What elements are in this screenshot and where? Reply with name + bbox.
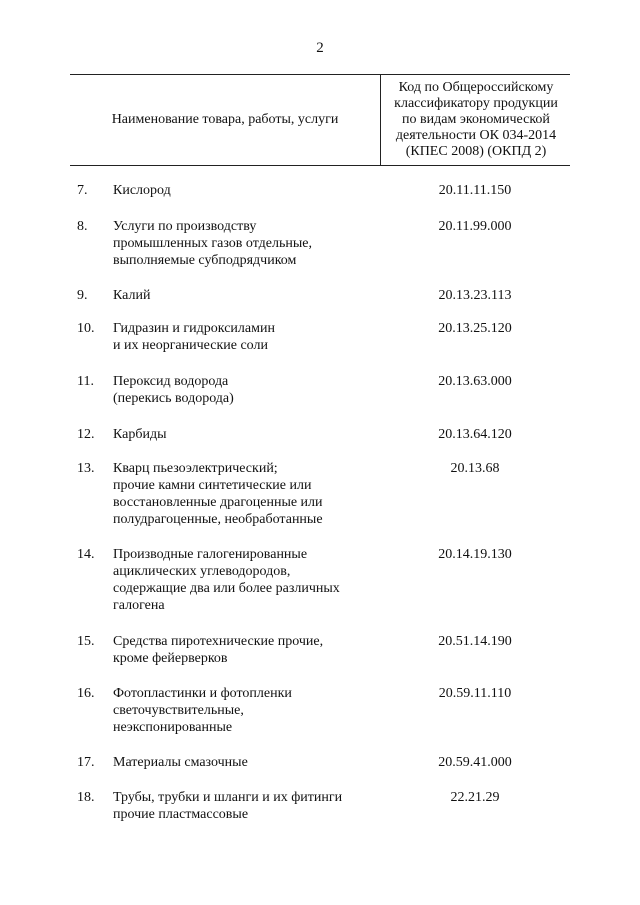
row-name-line: Гидразин и гидроксиламин — [113, 321, 275, 336]
row-code: 22.21.29 — [450, 790, 500, 805]
row-number: 17. — [77, 755, 95, 770]
row-name-line: полудрагоценные, необработанные — [113, 512, 323, 527]
row-name — [113, 287, 403, 304]
row-name-line: Фотопластинки и фотопленки — [113, 686, 292, 701]
header-code-line: деятельности ОК 034-2014 — [395, 128, 557, 143]
row-number: 16. — [77, 686, 95, 701]
row-number: 10. — [77, 321, 95, 336]
row-name-line: Трубы, трубки и шланги и их фитинги — [113, 790, 343, 805]
row-name-line: содержащие два или более различных — [113, 581, 340, 596]
row-name-line: неэкспонированные — [113, 720, 233, 735]
row-number: 9. — [77, 288, 88, 303]
row-name — [113, 789, 403, 823]
row-name — [113, 426, 403, 443]
row-name — [113, 320, 403, 354]
row-name — [113, 218, 403, 269]
table-header — [70, 74, 570, 166]
row-name-line: выполняемые субподрядчиком — [113, 253, 297, 268]
row-name-line: восстановленные драгоценные или — [113, 495, 323, 510]
row-name-line: Средства пиротехнические прочие, — [113, 634, 324, 649]
header-code-line: классификатору продукции — [394, 96, 558, 111]
row-name-line: промышленных газов отдельные, — [113, 236, 312, 251]
row-name — [113, 633, 403, 667]
row-code: 20.51.14.190 — [438, 634, 512, 649]
row-code: 20.13.64.120 — [438, 427, 512, 442]
row-number: 12. — [77, 427, 95, 442]
row-code: 20.11.99.000 — [438, 219, 512, 234]
row-name-line: Услуги по производству — [113, 219, 257, 234]
row-name-line: Кварц пьезоэлектрический; — [113, 461, 278, 476]
row-name-line: прочие пластмассовые — [113, 807, 249, 822]
row-name-line: Производные галогенированные — [113, 547, 308, 562]
row-code: 20.14.19.130 — [438, 547, 512, 562]
row-number: 13. — [77, 461, 95, 476]
row-code: 20.13.68 — [450, 461, 500, 476]
row-code: 20.13.25.120 — [438, 321, 512, 336]
row-code: 20.13.63.000 — [438, 374, 512, 389]
row-name — [113, 373, 403, 407]
row-name — [113, 685, 403, 736]
row-name-line: светочувствительные, — [113, 703, 244, 718]
row-name-line: прочие камни синтетические или — [113, 478, 312, 493]
header-name-column: Наименование товара, работы, услуги — [111, 112, 339, 127]
row-name-line: и их неорганические соли — [113, 338, 268, 353]
header-code-line: (КПЕС 2008) (ОКПД 2) — [405, 144, 547, 159]
row-name — [113, 546, 403, 614]
row-name — [113, 754, 403, 771]
page-number: 2 — [316, 40, 324, 56]
header-code-column — [380, 75, 571, 165]
row-number: 11. — [77, 374, 94, 389]
header-code-line: Код по Общероссийскому — [398, 80, 554, 95]
row-name — [113, 182, 403, 199]
row-number: 18. — [77, 790, 95, 805]
row-code: 20.11.11.150 — [438, 183, 512, 198]
row-number: 15. — [77, 634, 95, 649]
row-name-line: галогена — [113, 598, 165, 613]
row-name-line: Пероксид водорода — [113, 374, 229, 389]
row-name-line: кроме фейерверков — [113, 651, 228, 666]
row-name-line: ациклических углеводородов, — [113, 564, 291, 579]
row-name-line: Карбиды — [113, 427, 167, 442]
row-code: 20.59.41.000 — [438, 755, 512, 770]
row-name — [113, 460, 403, 528]
row-number: 7. — [77, 183, 88, 198]
row-name-line: Материалы смазочные — [113, 755, 248, 770]
row-number: 8. — [77, 219, 88, 234]
row-name-line: Кислород — [113, 183, 171, 198]
row-name-line: Калий — [113, 288, 151, 303]
row-number: 14. — [77, 547, 95, 562]
row-code: 20.13.23.113 — [438, 288, 512, 303]
row-name-line: (перекись водорода) — [113, 391, 234, 406]
header-code-line: по видам экономической — [402, 112, 550, 127]
row-code: 20.59.11.110 — [438, 686, 512, 701]
